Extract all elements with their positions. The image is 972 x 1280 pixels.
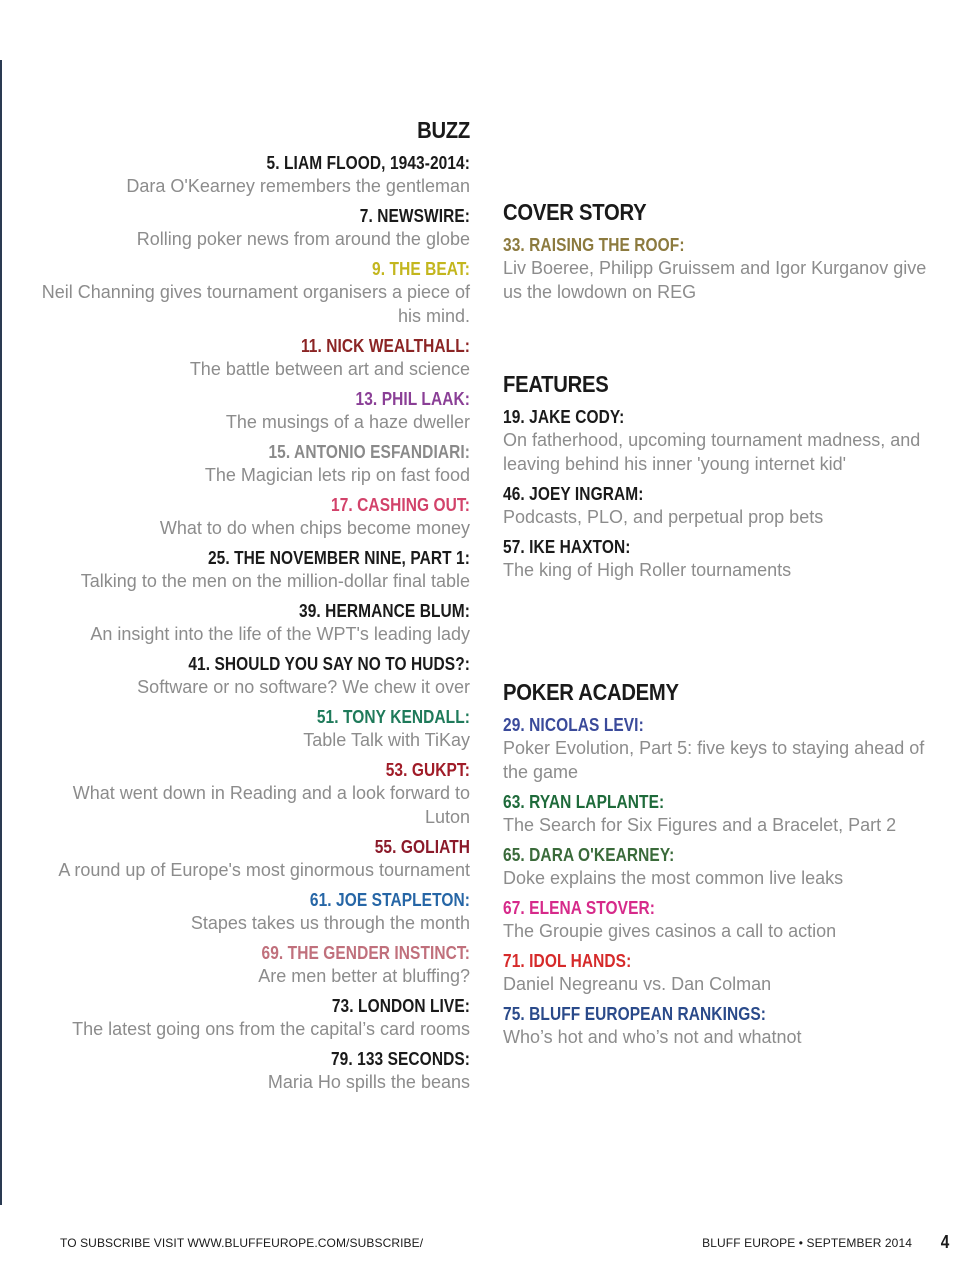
buzz-list: [40, 152, 470, 1094]
toc-entry-heading: 75. BLUFF EUROPEAN RANKINGS:: [503, 1004, 767, 1024]
toc-entry: [40, 494, 470, 540]
toc-entry-description: An insight into the life of the WPT's leading lady: [90, 624, 470, 644]
toc-entry-heading: 7. NEWSWIRE:: [359, 206, 470, 226]
toc-entry-description: Talking to the men on the million-dollar final table: [80, 571, 470, 591]
toc-entry-description: Who’s hot and who’s not and whatnot: [503, 1027, 802, 1047]
toc-entry-description: Doke explains the most common live leaks: [503, 868, 844, 888]
features-section: [503, 370, 933, 589]
features-list: [503, 406, 933, 582]
toc-entry: [503, 897, 933, 943]
toc-entry-heading: 57. IKE HAXTON:: [503, 537, 631, 557]
toc-entry-description: Dara O'Kearney remembers the gentleman: [126, 176, 470, 196]
toc-entry-heading: 5. LIAM FLOOD, 1943-2014:: [266, 153, 470, 173]
toc-entry-description: Neil Channing gives tournament organisers a piece of his mind.: [41, 282, 470, 326]
toc-entry-description: Liv Boeree, Philipp Gruissem and Igor Kurganov give us the lowdown on REG: [503, 258, 927, 302]
toc-entry: [503, 1003, 933, 1049]
toc-entry: [40, 547, 470, 593]
toc-entry-heading: 39. HERMANCE BLUM:: [299, 601, 470, 621]
toc-entry-description: Daniel Negreanu vs. Dan Colman: [503, 974, 772, 994]
toc-entry-description: Rolling poker news from around the globe: [136, 229, 470, 249]
toc-entry-description: On fatherhood, upcoming tournament madness, and leaving behind his inner 'young internet kid': [503, 430, 921, 474]
buzz-section: [40, 116, 470, 1101]
buzz-title: BUZZ: [417, 117, 470, 143]
features-title: FEATURES: [503, 371, 609, 397]
toc-entry: [503, 791, 933, 837]
toc-entry-heading: 17. CASHING OUT:: [331, 495, 470, 515]
toc-entry-heading: 67. ELENA STOVER:: [503, 898, 656, 918]
toc-entry: [40, 836, 470, 882]
toc-entry: [503, 406, 933, 476]
toc-entry-heading: 11. NICK WEALTHALL:: [300, 336, 470, 356]
toc-entry: [40, 1048, 470, 1094]
toc-entry: [40, 152, 470, 198]
toc-entry-description: Stapes takes us through the month: [190, 913, 470, 933]
toc-entry-description: The Magician lets rip on fast food: [204, 465, 470, 485]
toc-entry-heading: 65. DARA O'KEARNEY:: [503, 845, 675, 865]
toc-entry-heading: 71. IDOL HANDS:: [503, 951, 632, 971]
toc-entry-description: The king of High Roller tournaments: [503, 560, 792, 580]
toc-entry-heading: 55. GOLIATH: [374, 837, 470, 857]
cover-story-title: COVER STORY: [503, 199, 647, 225]
toc-entry-description: Software or no software? We chew it over: [137, 677, 470, 697]
poker-academy-section: [503, 678, 933, 1056]
toc-entry-description: What went down in Reading and a look forward to Luton: [72, 783, 470, 827]
toc-entry: [503, 483, 933, 529]
toc-entry-heading: 13. PHIL LAAK:: [355, 389, 470, 409]
toc-entry: [40, 258, 470, 328]
toc-entry-description: The Groupie gives casinos a call to action: [503, 921, 837, 941]
toc-entry-heading: 25. THE NOVEMBER NINE, PART 1:: [207, 548, 470, 568]
toc-entry: [40, 441, 470, 487]
toc-entry: [503, 536, 933, 582]
toc-entry-description: What to do when chips become money: [159, 518, 470, 538]
toc-entry-description: Are men better at bluffing?: [258, 966, 470, 986]
poker-academy-title: POKER ACADEMY: [503, 679, 679, 705]
page-number: 4: [940, 1232, 950, 1252]
toc-entry-heading: 51. TONY KENDALL:: [316, 707, 470, 727]
toc-entry-description: Podcasts, PLO, and perpetual prop bets: [503, 507, 824, 527]
toc-entry-heading: 19. JAKE CODY:: [503, 407, 625, 427]
toc-entry-description: A round up of Europe's most ginormous tournament: [58, 860, 470, 880]
toc-entry: [503, 950, 933, 996]
toc-entry: [40, 759, 470, 829]
toc-entry-heading: 61. JOE STAPLETON:: [309, 890, 470, 910]
toc-entry-heading: 63. RYAN LAPLANTE:: [503, 792, 665, 812]
toc-entry-heading: 41. SHOULD YOU SAY NO TO HUDS?:: [188, 654, 470, 674]
toc-entry-heading: 33. RAISING THE ROOF:: [503, 235, 685, 255]
toc-entry: [40, 653, 470, 699]
cover-story-section: [503, 198, 933, 311]
toc-entry: [40, 600, 470, 646]
toc-entry-heading: 9. THE BEAT:: [372, 259, 470, 279]
toc-entry-description: Table Talk with TiKay: [303, 730, 470, 750]
toc-entry: [503, 714, 933, 784]
subscribe-footer: TO SUBSCRIBE VISIT WWW.BLUFFEUROPE.COM/SUBSCRIBE/: [60, 1236, 424, 1250]
toc-entry: [503, 234, 933, 304]
poker-academy-list: [503, 714, 933, 1049]
toc-entry-heading: 46. JOEY INGRAM:: [503, 484, 644, 504]
toc-entry-heading: 73. LONDON LIVE:: [331, 996, 470, 1016]
issue-footer: BLUFF EUROPE • SEPTEMBER 2014: [702, 1236, 912, 1250]
toc-entry: [40, 706, 470, 752]
toc-entry-description: The battle between art and science: [189, 359, 470, 379]
toc-entry-description: Maria Ho spills the beans: [267, 1072, 470, 1092]
toc-entry-heading: 15. ANTONIO ESFANDIARI:: [268, 442, 470, 462]
toc-entry-description: The latest going ons from the capital’s card rooms: [72, 1019, 470, 1039]
toc-entry: [40, 335, 470, 381]
toc-entry-description: The Search for Six Figures and a Bracelet, Part 2: [503, 815, 897, 835]
toc-entry: [503, 844, 933, 890]
toc-entry: [40, 942, 470, 988]
toc-entry: [40, 995, 470, 1041]
toc-entry: [40, 388, 470, 434]
toc-entry-heading: 79. 133 SECONDS:: [330, 1049, 470, 1069]
toc-entry-heading: 29. NICOLAS LEVI:: [503, 715, 644, 735]
toc-entry-heading: 69. THE GENDER INSTINCT:: [261, 943, 470, 963]
toc-entry-description: Poker Evolution, Part 5: five keys to staying ahead of the game: [503, 738, 925, 782]
toc-entry-heading: 53. GUKPT:: [385, 760, 470, 780]
page-edge-line: [0, 60, 2, 1205]
toc-entry: [40, 205, 470, 251]
cover-story-list: [503, 234, 933, 304]
toc-entry: [40, 889, 470, 935]
toc-entry-description: The musings of a haze dweller: [225, 412, 470, 432]
